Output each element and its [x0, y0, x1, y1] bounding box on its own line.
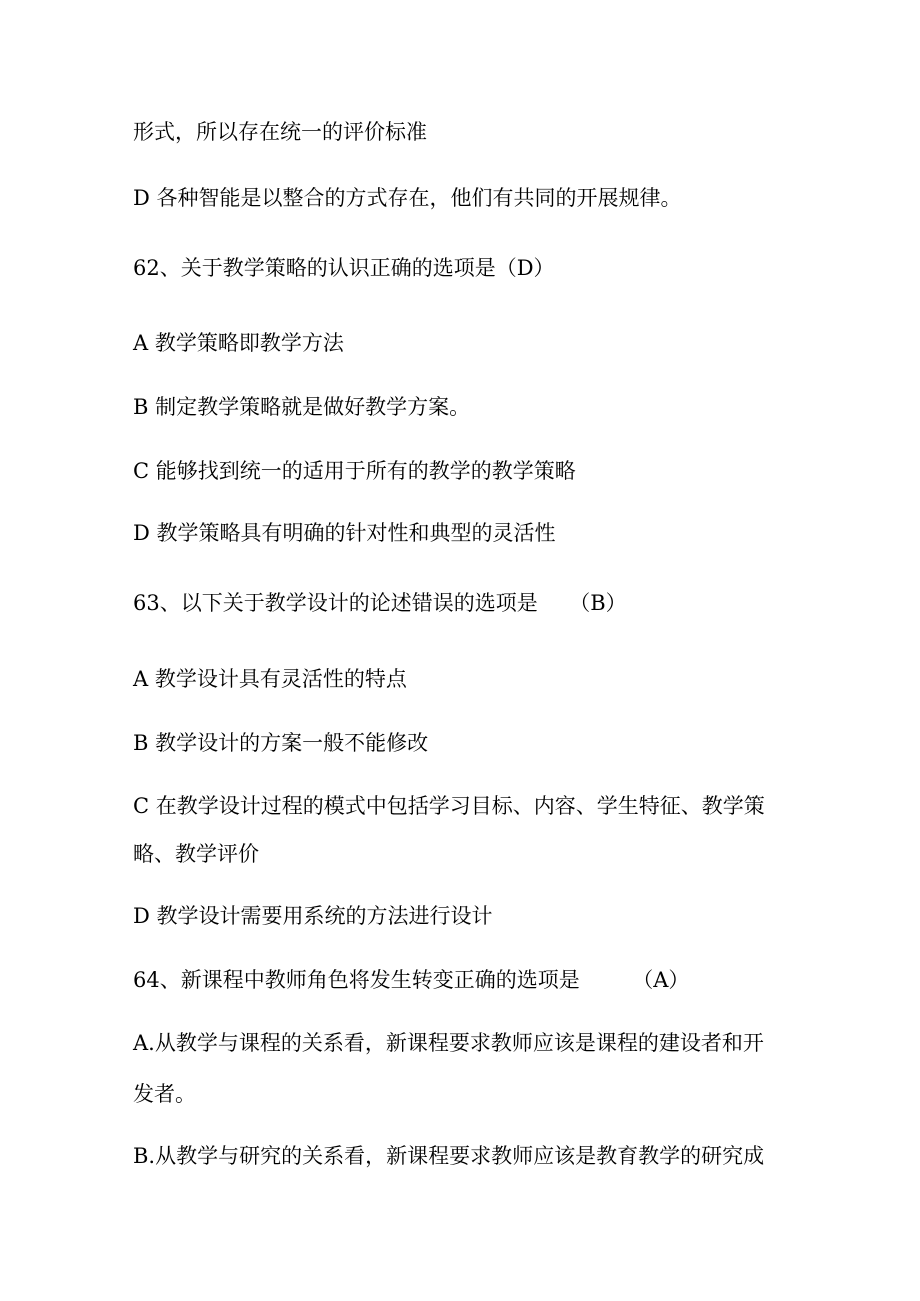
option-line: A.从教学与课程的关系看，新课程要求教师应该是课程的建设者和开	[133, 1031, 764, 1055]
text-line: D 各种智能是以整合的方式存在，他们有共同的开展规律。	[133, 186, 682, 210]
option-line: A 教学策略即教学方法	[133, 331, 344, 355]
option-line: B 制定教学策略就是做好教学方案。	[133, 395, 471, 419]
option-line: C 能够找到统一的适用于所有的教学的教学策略	[133, 459, 576, 483]
option-line-continued: 略、教学评价	[133, 842, 259, 866]
question-63-stem: 63、以下关于教学设计的论述错误的选项是 （B）	[133, 591, 627, 615]
option-line: D 教学策略具有明确的针对性和典型的灵活性	[133, 521, 556, 545]
option-line: B 教学设计的方案一般不能修改	[133, 731, 429, 755]
question-62-stem: 62、关于教学策略的认识正确的选项是（D）	[133, 256, 555, 280]
option-line: B.从教学与研究的关系看，新课程要求教师应该是教育教学的研究成	[133, 1144, 765, 1168]
option-line: D 教学设计需要用系统的方法进行设计	[133, 904, 493, 928]
option-line-continued: 发者。	[133, 1082, 196, 1106]
option-line: C 在教学设计过程的模式中包括学习目标、内容、学生特征、教学策	[133, 794, 765, 818]
text-line: 形式，所以存在统一的评价标准	[133, 120, 427, 144]
question-64-stem: 64、新课程中教师角色将发生转变正确的选项是 （A）	[133, 968, 690, 992]
option-line: A 教学设计具有灵活性的特点	[133, 667, 407, 691]
